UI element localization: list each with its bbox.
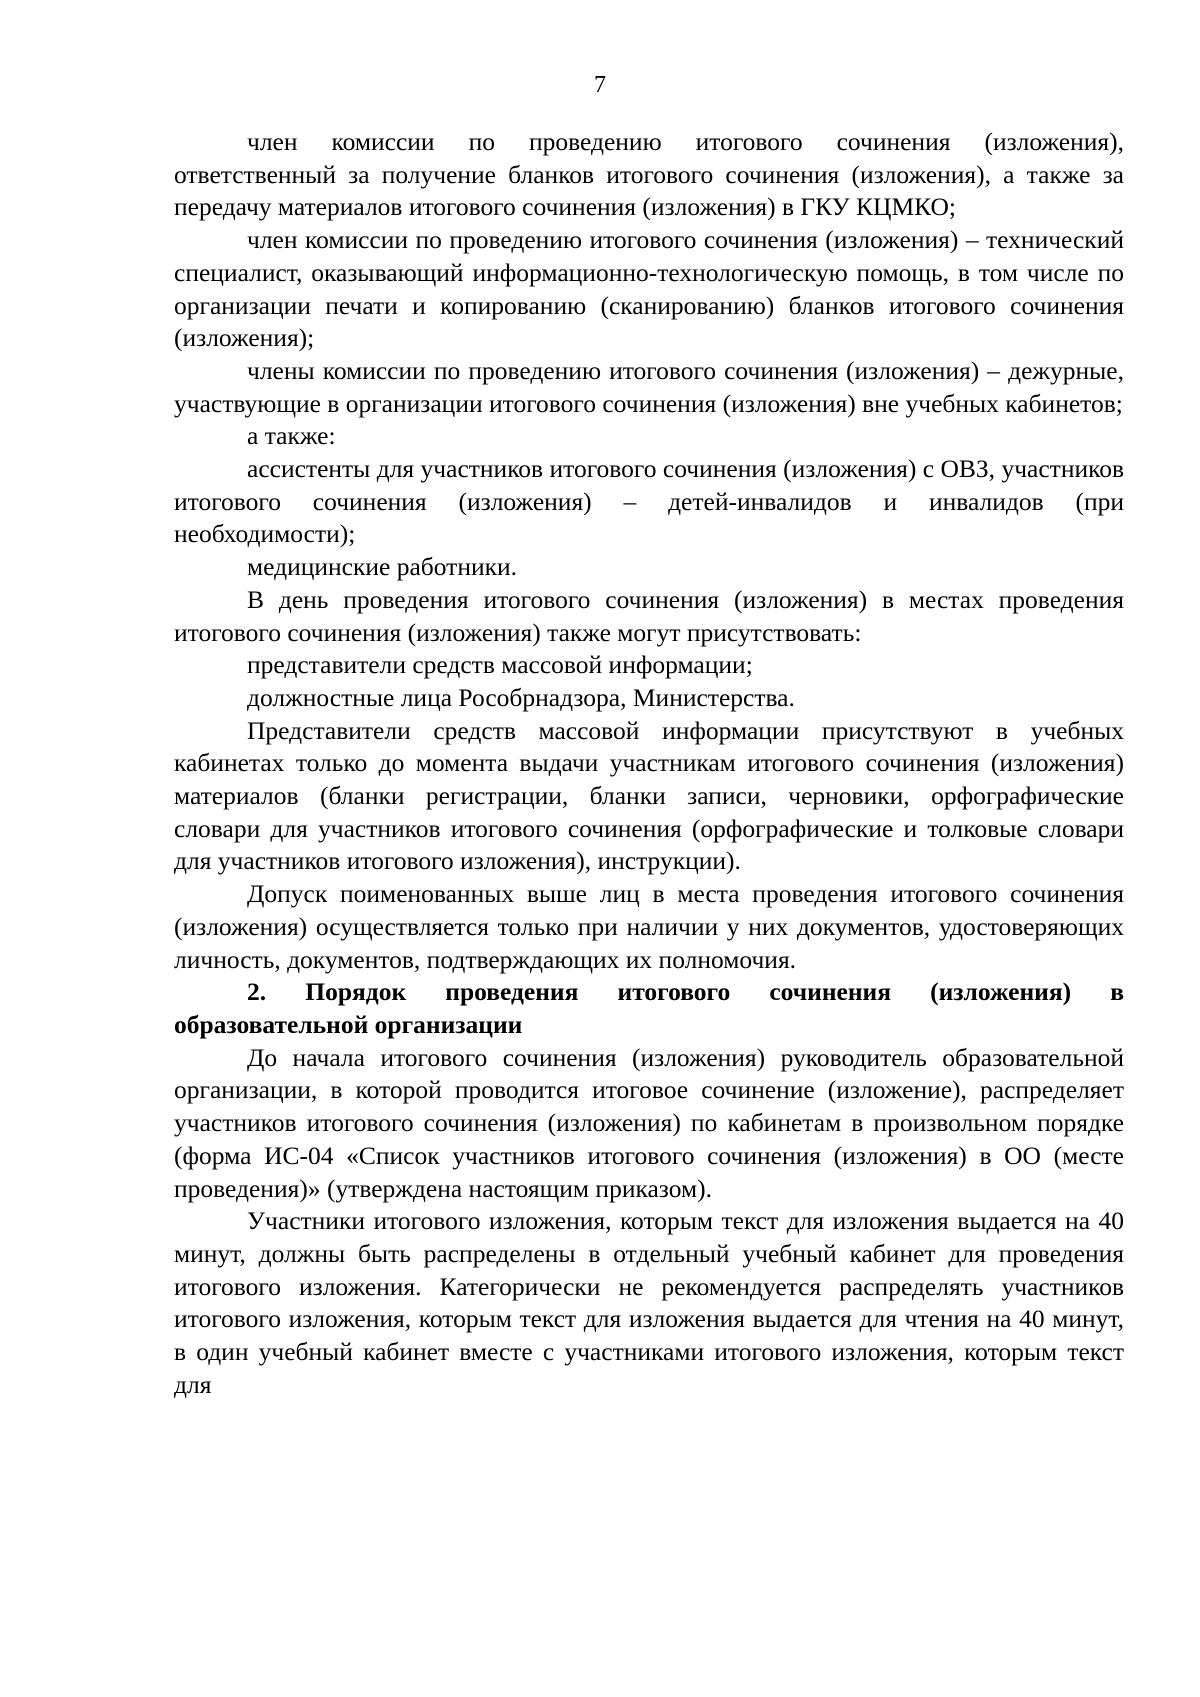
paragraph-duty-members: члены комиссии по проведению итогового сочинения (изложения) – дежурные, участвующие в организации итогового сочинения (изложения) вне учебных кабинетов;	[174, 355, 1124, 418]
paragraph-media-presence-rules: Представители средств массовой информации присутствуют в учебных кабинетах только до момента выдачи участникам итогового сочинения (изложения) материалов (бланки регистрации, бланки записи, черновики, орфографические словари для участников итогового сочинения (орфографические и толковые словари для участников итогового изложения), инструкции).	[174, 715, 1124, 876]
paragraph-media-representatives: представители средств массовой информации;	[247, 650, 753, 680]
paragraph-participant-distribution: До начала итогового сочинения (изложения) руководитель образовательной организации, в которой проводится итоговое сочинение (изложение), распределяет участников итогового сочинения (изложения) по кабинетам в произвольном порядке (форма ИС-04 «Список участников итогового сочинения (изложения) в ОО (месте проведения)» (утверждена настоящим приказом).	[174, 1042, 1124, 1203]
paragraph-officials: должностные лица Рособрнадзора, Министерства.	[247, 682, 795, 712]
paragraph-commission-forms-member: член комиссии по проведению итогового сочинения (изложения), ответственный за получение бланков итогового сочинения (изложения), а также за передачу материалов итогового сочинения (изложения) в ГКУ КЦМКО;	[174, 127, 1124, 222]
paragraph-assistants: ассистенты для участников итогового сочинения (изложения) с ОВЗ, участников итогового сочинения (изложения) – детей-инвалидов и инвалидов (при необходимости);	[174, 454, 1124, 549]
page-number: 7	[594, 72, 606, 98]
paragraph-also: а также:	[247, 421, 336, 451]
paragraph-technical-specialist: член комиссии по проведению итогового сочинения (изложения) – технический специалист, оказывающий информационно-технологическую помощь, в том числе по организации печати и копированию (сканированию) бланков итогового сочинения (изложения);	[174, 225, 1124, 353]
paragraph-exam-day-attendees: В день проведения итогового сочинения (изложения) в местах проведения итогового сочинения (изложения) также могут присутствовать:	[174, 584, 1124, 647]
paragraph-separate-classroom: Участники итогового изложения, которым текст для изложения выдается на 40 минут, должны быть распределены в отдельный учебный кабинет для проведения итогового изложения. Категорически не рекомендуется распределять участников итогового изложения, которым текст для изложения выдается для чтения на 40 минут, в один учебный кабинет вместе с участниками итогового изложения, которым текст для	[174, 1206, 1124, 1399]
paragraph-medical-workers: медицинские работники.	[247, 552, 518, 582]
section-heading: 2. Порядок проведения итогового сочинения (изложения) в образовательной организации	[174, 977, 1124, 1039]
paragraph-admission-documents: Допуск поименованных выше лиц в места проведения итогового сочинения (изложения) осуществляется только при наличии у них документов, удостоверяющих личность, документов, подтверждающих их полномочия.	[174, 879, 1124, 974]
document-body	[174, 126, 1124, 1401]
